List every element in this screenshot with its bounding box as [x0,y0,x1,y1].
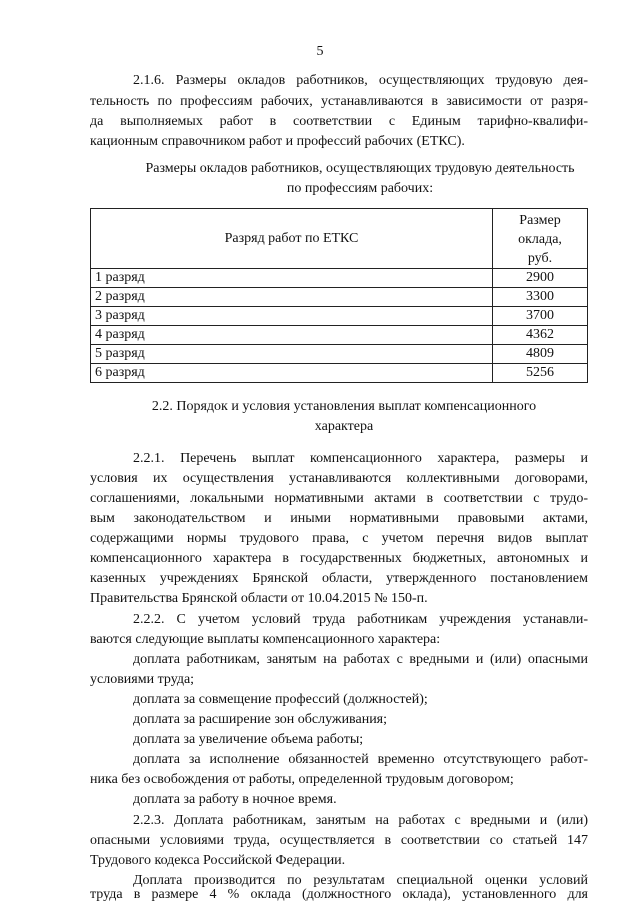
text-line: ваются следующие выплаты компенсационного характера: [90,632,441,647]
list-item: доплата работникам, занятым на работах с вредными и (или) опасными [133,652,588,667]
text-line: Трудового кодекса Российской Федерации. [90,853,346,868]
text-line: кационным справочником работ и профессий рабочих (ЕТКС). [90,134,465,149]
text-line: 2.2.3. Доплата работникам, занятым на работах с вредными и (или) [133,813,588,828]
table-row [91,326,588,345]
salary-table [90,208,588,383]
header-grade: Разряд работ по ЕТКС [91,209,493,269]
page-number: 5 [316,44,324,59]
list-item-continuation: условиями труда; [90,672,195,687]
list-item: доплата за работу в ночное время. [133,792,337,807]
header-salary [493,209,588,269]
table-header-row [91,209,588,269]
header-salary-line: оклада, [518,232,562,247]
header-salary-line: руб. [527,251,553,266]
text-line: казенных учреждениях Брянской области, утвержденного постановлением [90,571,588,586]
grade-cell: 4 разряд [91,326,493,345]
table-row [91,345,588,364]
text-line: характера [314,419,374,434]
text-line: Доплата производится по результатам специальной оценки условий [133,873,588,888]
text-line: опасными условиями труда, осуществляется в соответствии со статьей 147 [90,833,588,848]
text-line: по профессиям рабочих: [286,181,434,196]
text-line: вым законодательством и иными нормативными правовыми актами, [90,511,588,526]
list-item-continuation: ника без освобождения от работы, определенной трудовым договором; [90,772,514,787]
list-item: доплата за исполнение обязанностей временно отсутствующего работ- [133,752,588,767]
salary-cell: 2900 [493,269,588,288]
table-row [91,269,588,288]
salary-cell: 3300 [493,288,588,307]
table-row [91,307,588,326]
list-item: доплата за увеличение объема работы; [133,732,364,747]
list-item: доплата за совмещение профессий (должностей); [133,692,428,707]
salary-cell: 4362 [493,326,588,345]
grade-cell: 5 разряд [91,345,493,364]
salary-cell: 4809 [493,345,588,364]
text-line: содержащими нормы трудового права, с учетом перечня видов выплат [90,531,588,546]
salary-cell: 5256 [493,364,588,383]
text-line: Правительства Брянской области от 10.04.2015 № 150-п. [90,591,428,606]
grade-cell: 3 разряд [91,307,493,326]
grade-cell: 6 разряд [91,364,493,383]
text-line: условия их осуществления устанавливаются коллективными договорами, [90,471,588,486]
text-line: да выполняемых работ в соответствии с Единым тарифно-квалифи- [90,114,588,129]
text-line: 2.2. Порядок и условия установления выплат компенсационного [151,399,537,414]
text-line: соглашениями, локальными нормативными актами в соответствии с трудо- [90,491,588,506]
grade-cell: 1 разряд [91,269,493,288]
salary-cell: 3700 [493,307,588,326]
list-item: доплата за расширение зон обслуживания; [133,712,388,727]
grade-cell: 2 разряд [91,288,493,307]
text-line: тельность по профессиям рабочих, устанавливаются в зависимости от разря- [90,94,588,109]
text-line: 2.2.1. Перечень выплат компенсационного характера, размеры и [133,451,588,466]
text-line: 2.1.6. Размеры окладов работников, осуществляющих трудовую дея- [133,73,588,88]
text-line: 2.2.2. С учетом условий труда работникам учреждения устанавли- [133,612,588,627]
text-line: труда в размере 4 % оклада (должностного оклада), установленного для [90,887,588,902]
table-row [91,364,588,383]
text-line: Размеры окладов работников, осуществляющих трудовую деятельность [145,161,575,176]
text-line: компенсационного характера в государственных бюджетных, автономных и [90,551,588,566]
table-row [91,288,588,307]
header-salary-line: Размер [519,213,561,228]
